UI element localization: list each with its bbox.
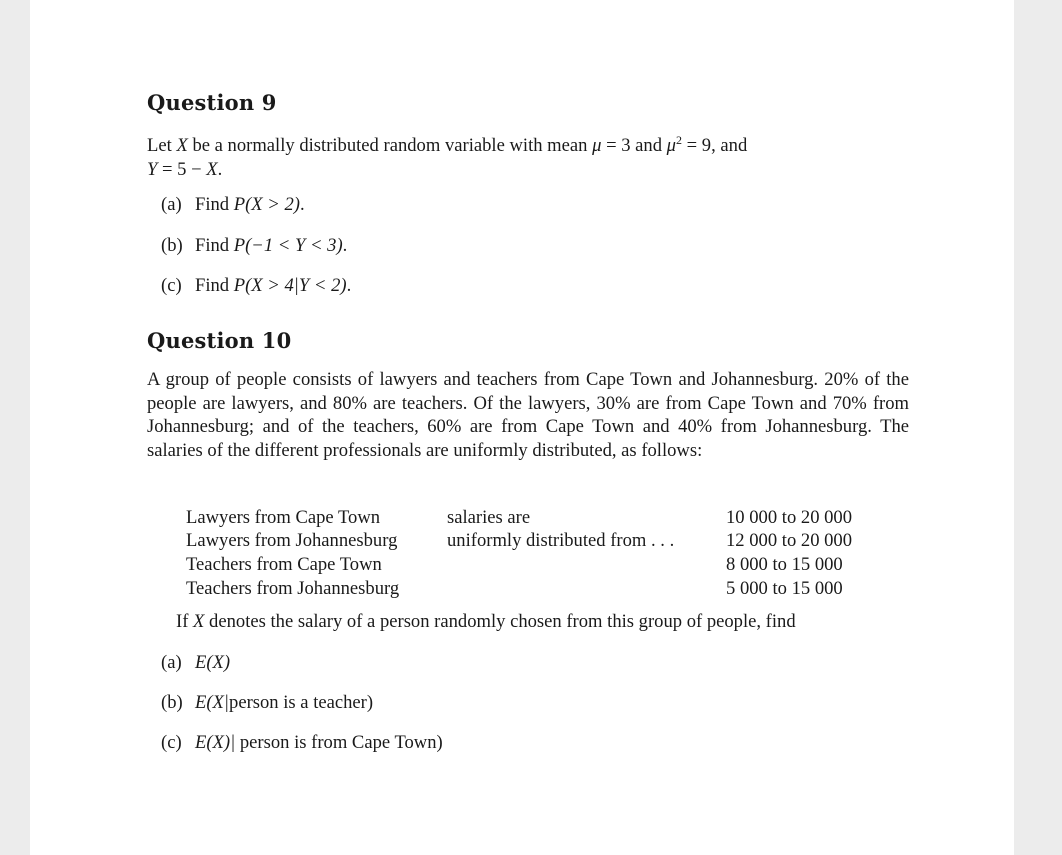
table-middle-text: salaries are [447, 507, 531, 528]
part-text: Find [195, 235, 234, 256]
part-expression: E(X| [195, 692, 230, 713]
part-expression: P(X > 4|Y < 2) [233, 275, 347, 296]
part-label: (a) [161, 652, 182, 673]
q9-part-a [161, 193, 305, 216]
part-text: Find [195, 194, 234, 215]
part-text: person is from Cape Town) [235, 732, 443, 753]
table-middle-text: uniformly distributed from . . . [447, 530, 675, 551]
table-row-label: Lawyers from Johannesburg [186, 530, 398, 551]
table-row-label: Lawyers from Cape Town [186, 507, 381, 528]
q10-part-c [161, 731, 443, 754]
question-9-intro [147, 129, 909, 182]
superscript: 2 [676, 133, 683, 147]
intro-text: be a normally distributed random variable with mean [187, 135, 593, 157]
q10-part-b [161, 691, 373, 714]
find-text: denotes the salary of a person randomly chosen from this group of people, find [204, 611, 796, 632]
table-range: 12 000 to 20 000 [726, 530, 853, 551]
q9-part-c [161, 274, 351, 297]
table-range: 8 000 to 15 000 [726, 554, 843, 575]
var-mu: μ [666, 135, 677, 157]
intro-text: = 5 − [157, 158, 207, 180]
part-text: Find [195, 275, 234, 296]
part-text: person is a teacher) [229, 692, 374, 713]
part-label: (c) [161, 732, 182, 753]
table-row-label: Teachers from Cape Town [186, 554, 382, 575]
part-expression: E(X)| [195, 732, 236, 753]
var-x: X [206, 158, 218, 180]
document-page [30, 0, 1014, 855]
part-text: . [342, 235, 348, 256]
question-9-title: Question 9 [147, 90, 277, 115]
table-range: 5 000 to 15 000 [726, 578, 843, 599]
table-range: 10 000 to 20 000 [726, 507, 853, 528]
question-10-paragraph: A group of people consists of lawyers and teachers from Cape Town and Johannesburg. 20% of the people are lawyers, and 80% are teachers. Of the lawyers, 30% are from Cape Town and 70% from Johannesburg; and of the teachers, 60% are from Cape Town and 40% from Johannesburg. The salaries of the different professionals are uniformly distributed, as follows: [147, 369, 909, 462]
part-expression: P(−1 < Y < 3) [233, 235, 343, 256]
question-10-find-line [176, 610, 796, 633]
part-text: . [300, 194, 305, 215]
part-label: (c) [161, 275, 182, 296]
intro-text: = 3 and [601, 135, 667, 157]
part-expression: E(X) [195, 652, 231, 673]
part-label: (a) [161, 194, 182, 215]
intro-text: Let [147, 135, 177, 157]
q10-part-a [161, 651, 230, 674]
find-text: If [176, 611, 194, 632]
part-expression: P(X > 2) [233, 194, 300, 215]
var-mu: μ [592, 135, 602, 157]
q9-part-b [161, 234, 347, 257]
table-row-label: Teachers from Johannesburg [186, 578, 400, 599]
var-x: X [193, 611, 205, 632]
part-label: (b) [161, 692, 183, 713]
intro-text: = 9, and [682, 135, 748, 157]
part-label: (b) [161, 235, 183, 256]
part-text: . [346, 275, 352, 296]
var-x: X [176, 135, 188, 157]
question-10-title: Question 10 [147, 328, 292, 353]
intro-text: . [217, 158, 223, 180]
var-y: Y [147, 158, 158, 180]
